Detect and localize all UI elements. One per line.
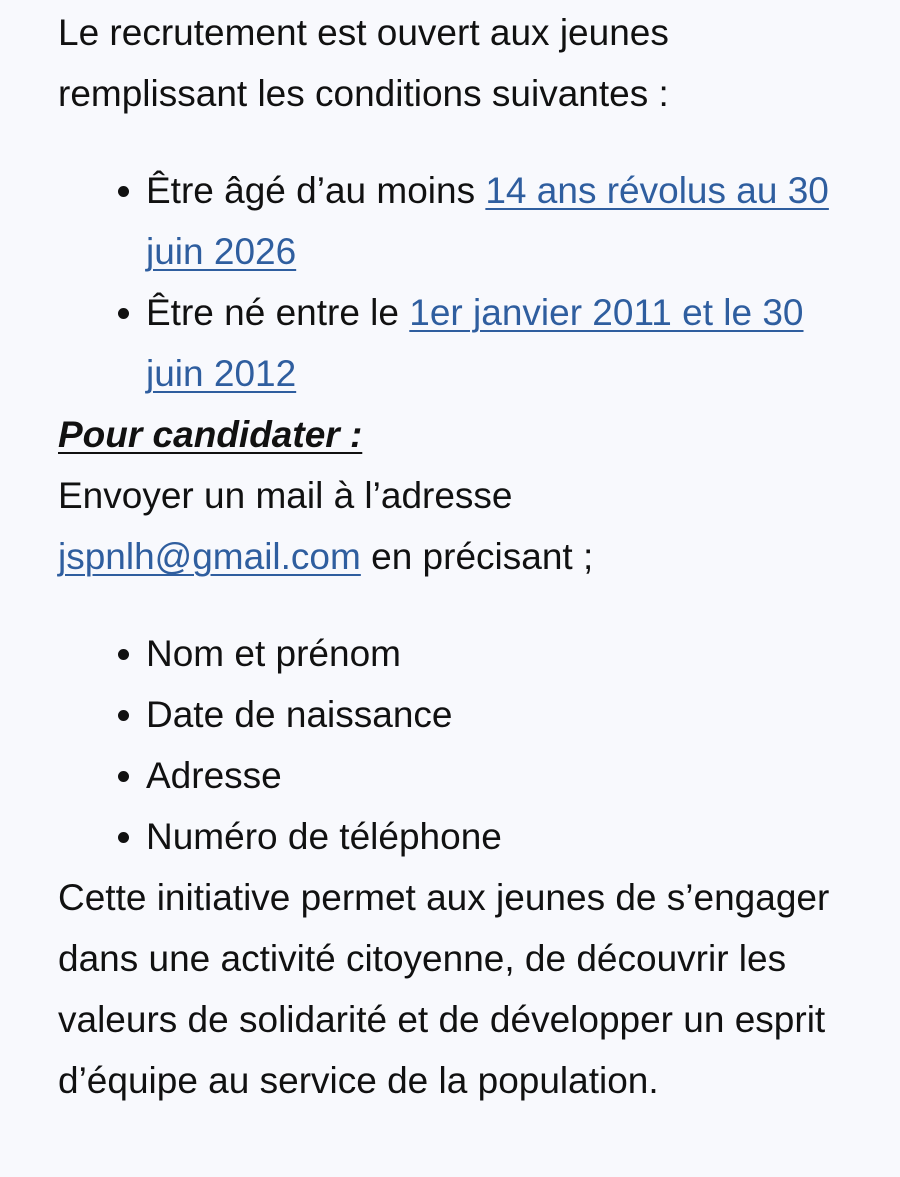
spacer — [58, 124, 852, 160]
eligibility-conditions-list — [58, 160, 852, 404]
bullet-icon — [118, 308, 129, 319]
list-item — [146, 745, 852, 806]
apply-heading-text: Pour candidater : — [58, 414, 363, 455]
age-requirement-link[interactable]: 14 ans révolus au 30 juin 2026 — [146, 170, 829, 272]
bullet-icon — [118, 649, 129, 660]
intro-paragraph: Le recrutement est ouvert aux jeunes remplissant les conditions suivantes : — [58, 12, 669, 114]
bullet-icon — [118, 186, 129, 197]
required-item-text: Date de naissance — [146, 694, 453, 735]
spacer — [58, 587, 852, 623]
list-item — [146, 806, 852, 867]
list-item — [146, 282, 852, 404]
required-item-text: Numéro de téléphone — [146, 816, 502, 857]
bullet-icon — [118, 710, 129, 721]
apply-heading — [58, 404, 852, 465]
required-item-text: Nom et prénom — [146, 633, 401, 674]
condition-text: Être âgé d’au moins — [146, 170, 486, 211]
apply-line-prefix: Envoyer un mail à l’adresse — [58, 475, 513, 516]
bullet-icon — [118, 771, 129, 782]
apply-line-suffix: en précisant ; — [360, 536, 594, 577]
list-item — [146, 623, 852, 684]
apply-instructions — [58, 465, 852, 587]
birthdate-range-link[interactable]: 1er janvier 2011 et le 30 juin 2012 — [146, 292, 804, 394]
required-info-list — [58, 623, 852, 867]
list-item — [146, 160, 852, 282]
condition-text: Être né entre le — [146, 292, 410, 333]
required-item-text: Adresse — [146, 755, 282, 796]
conclusion-paragraph: Cette initiative permet aux jeunes de s’engager dans une activité citoyenne, de découvrir les valeurs de solidarité et de développer un esprit d’équipe au service de la population. — [58, 877, 830, 1101]
bullet-icon — [118, 832, 129, 843]
email-link[interactable]: jspnlh@gmail.com — [58, 536, 361, 577]
list-item — [146, 684, 852, 745]
